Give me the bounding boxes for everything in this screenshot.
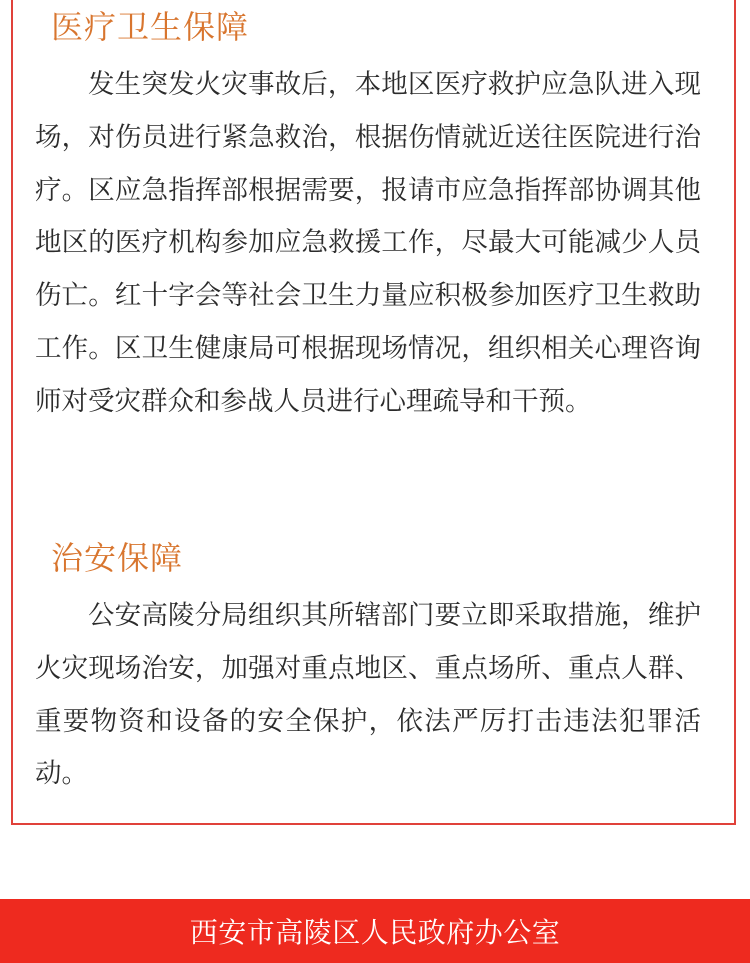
footer-issuer-text: 西安市高陵区人民政府办公室: [189, 916, 561, 949]
section-title-security: 治安保障: [51, 539, 184, 577]
section-body-medical: 发生突发火灾事故后，本地区医疗救护应急队进入现场，对伤员进行紧急救治，根据伤情就近送往医院进行治疗。区应急指挥部根据需要，报请市应急指挥部协调其他地区的医疗机构参加应急救援工作，尽最大可能减少人员伤亡。红十字会等社会卫生力量应积极参加医疗卫生救助工作。区卫生健康局可根据现场情况，组织相关心理咨询师对受灾群众和参战人员进行心理疏导和干预。: [35, 69, 701, 417]
footer-banner: [0, 899, 750, 963]
section-title-medical: 医疗卫生保障: [51, 8, 250, 46]
section-body-security: 公安高陵分局组织其所辖部门要立即采取措施，维护火灾现场治安，加强对重点地区、重点场所、重点人群、重要物资和设备的安全保护，依法严厉打击违法犯罪活动。: [35, 600, 701, 790]
